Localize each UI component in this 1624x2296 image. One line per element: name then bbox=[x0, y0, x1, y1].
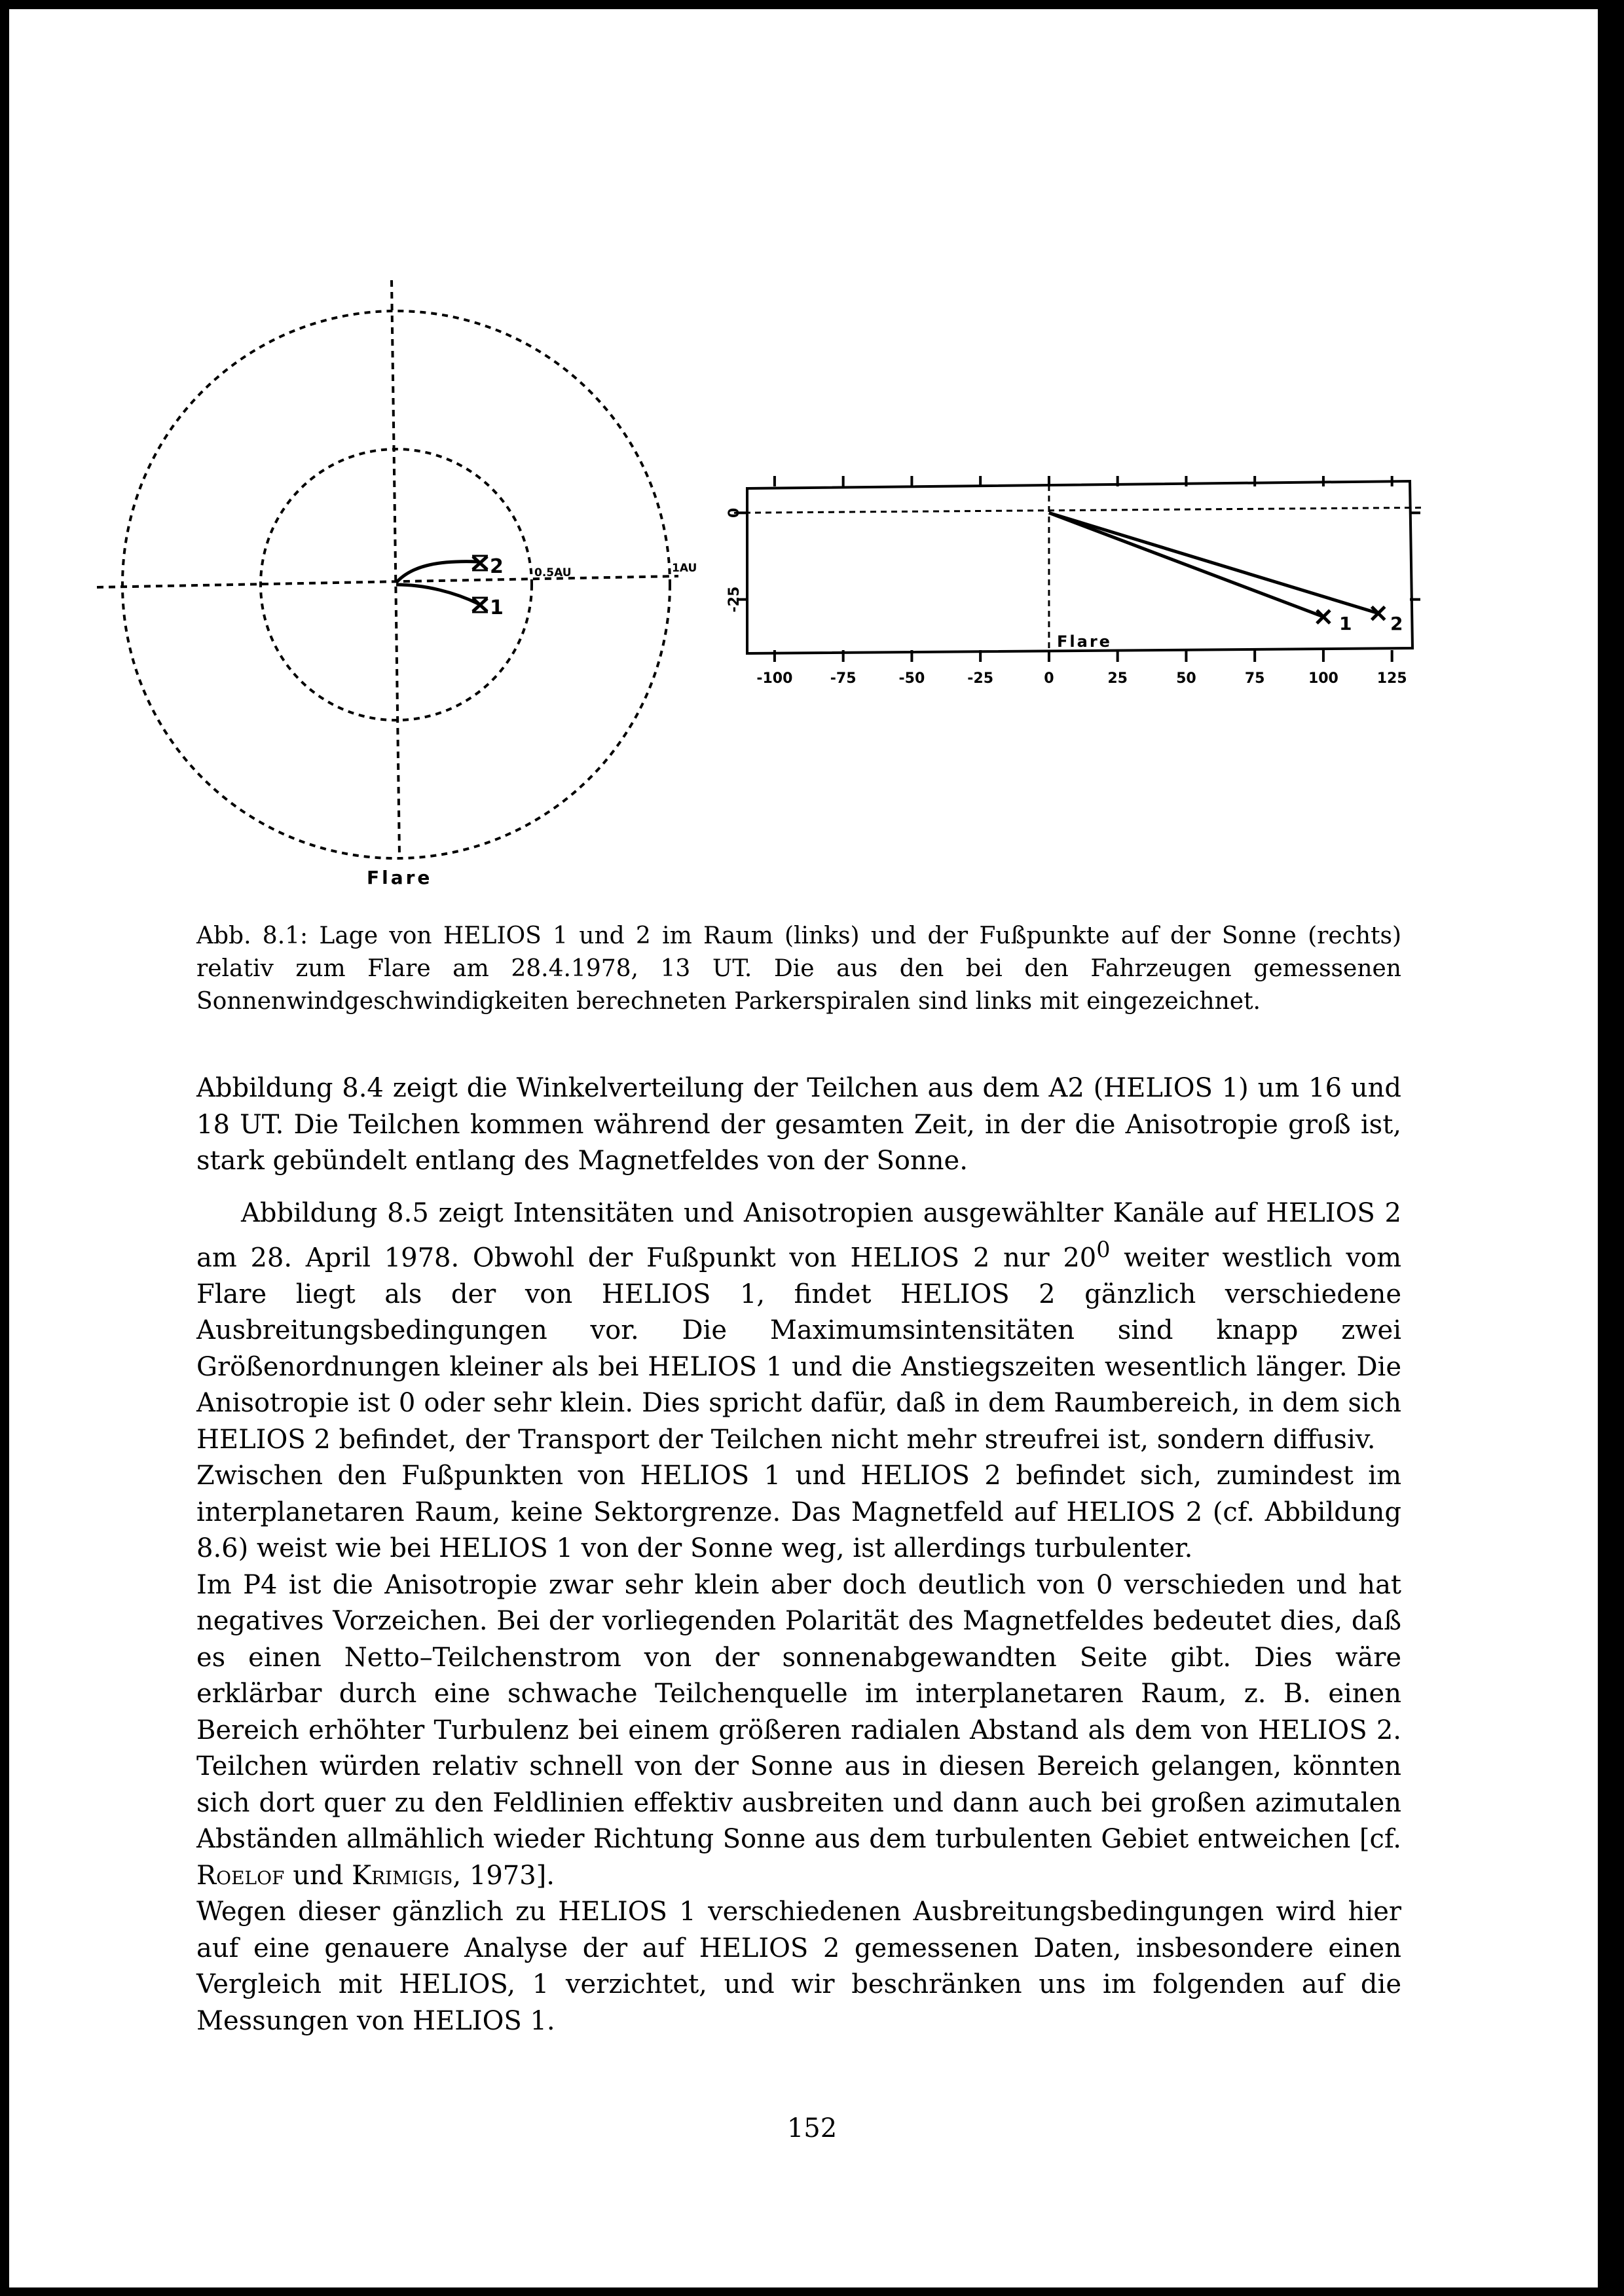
paragraph-4-end: , 1973]. bbox=[452, 1860, 555, 1891]
paragraph-4 bbox=[196, 1567, 1401, 1895]
y-tick-label: -25 bbox=[726, 586, 743, 613]
paragraph-4-und: und bbox=[284, 1860, 352, 1891]
body-text bbox=[196, 1070, 1401, 2039]
figure-8-1 bbox=[0, 0, 1624, 917]
paragraph-4-text: Im P4 ist die Anisotropie zwar sehr klein aber doch deutlich von 0 verschieden und hat negatives Vorzeichen. Bei der vorliegenden Polarität des Magnetfeldes bedeutet dies, daß es einen Netto–Teilchenstrom von der sonnenabgewandten Seite gibt. Dies wäre erklärbar durch eine schwache Teilchenquelle im interplanetaren Raum, z. B. einen Bereich erhöhter Turbulenz bei einem größeren radialen Abstand als dem von HELIOS 2. Teilchen würden relativ schnell von der Sonne aus in diesen Bereich gelangen, könnten sich dort quer zu den Feldlinien effektiv ausbreiten und dann auch bei großen azimutalen Abständen allmählich wieder Richtung Sonne aus dem turbulenten Gebiet entweichen [cf. bbox=[196, 1569, 1401, 1855]
figure-caption: Abb. 8.1: Lage von HELIOS 1 und 2 im Raum (links) und der Fußpunkte auf der Sonne (rechts) relativ zum Flare am 28.4.1978, 13 UT. Die aus den bei den Fahrzeugen gemessenen Sonnenwindgeschwindigkeiten berechneten Parkerspiralen sind links mit eingezeichnet. bbox=[196, 922, 1401, 1015]
x-tick-label: -100 bbox=[756, 670, 793, 687]
left-panel-orbits bbox=[97, 280, 697, 888]
paragraph-2 bbox=[196, 1195, 1401, 1459]
x-tick-label: 0 bbox=[1044, 670, 1054, 687]
page-number: 152 bbox=[786, 2113, 838, 2143]
paragraph-1: Abbildung 8.4 zeigt die Winkelverteilung der Teilchen aus dem A2 (HELIOS 1) um 16 und 18 UT. Die Teilchen kommen während der gesamten Zeit, in der die Anisotropie groß ist, stark gebündelt entlang des Magnetfeldes von der Sonne. bbox=[196, 1073, 1401, 1176]
x-tick-label: 25 bbox=[1107, 670, 1128, 687]
x-tick-label: -50 bbox=[898, 670, 925, 687]
helios2-marker-label: 2 bbox=[490, 555, 504, 578]
author-krimigis: Krimigis bbox=[352, 1860, 453, 1891]
horizontal-axis-line bbox=[97, 576, 678, 587]
zero-reference-line bbox=[734, 507, 1424, 513]
paragraph-2-part-b: weiter westlich vom Flare liegt als der von HELIOS 1, findet HELIOS 2 gänzlich verschiedene Ausbreitungsbedingungen vor. Die Maximumsintensitäten sind knapp zwei Größenordnungen kleiner als bei HELIOS 1 und die Anstiegszeiten wesentlich länger. Die Anisotropie ist 0 oder sehr klein. Dies spricht dafür, daß in dem Raumbereich, in dem sich HELIOS 2 befindet, der Transport der Teilchen nicht mehr streufrei ist, sondern diffusiv. bbox=[196, 1243, 1401, 1455]
footpoint-line-helios2 bbox=[1049, 513, 1378, 613]
flare-label-left: Flare bbox=[367, 867, 433, 888]
y-tick-label: 0 bbox=[726, 507, 743, 518]
footpoint-line-helios1 bbox=[1049, 513, 1323, 617]
paragraph-3: Zwischen den Fußpunkten von HELIOS 1 und HELIOS 2 befindet sich, zumindest im interplanetaren Raum, keine Sektorgrenze. Das Magnetfeld auf HELIOS 2 (cf. Abbildung 8.6) weist wie bei HELIOS 1 von der Sonne weg, ist allerdings turbulenter. bbox=[196, 1461, 1401, 1564]
x-tick-label: 100 bbox=[1308, 670, 1338, 687]
vertical-axis-line bbox=[392, 280, 399, 856]
helios2-footpoint-label: 2 bbox=[1390, 613, 1403, 634]
degree-superscript: 0 bbox=[1096, 1237, 1111, 1262]
x-tick-label: 50 bbox=[1176, 670, 1196, 687]
flare-label-right: Flare bbox=[1057, 632, 1112, 651]
helios1-marker-label: 1 bbox=[490, 596, 504, 619]
outer-circle-label: 1AU bbox=[672, 562, 697, 575]
plot-frame bbox=[747, 481, 1412, 653]
x-tick-label: 75 bbox=[1244, 670, 1265, 687]
paragraph-5: Wegen dieser gänzlich zu HELIOS 1 verschiedenen Ausbreitungsbedingungen wird hier auf eine genauere Analyse der auf HELIOS 2 gemessenen Daten, insbesondere einen Vergleich mit HELIOS, 1 verzichtet, und wir beschränken uns im folgenden auf die Messungen von HELIOS 1. bbox=[196, 1897, 1401, 2036]
helios1-footpoint-label: 1 bbox=[1339, 613, 1352, 634]
x-tick-label: -25 bbox=[967, 670, 994, 687]
x-tick-label: 125 bbox=[1376, 670, 1407, 687]
author-roelof: Roelof bbox=[196, 1860, 285, 1891]
inner-circle-label: 0.5AU bbox=[534, 566, 572, 579]
helios1-marker-icon bbox=[472, 598, 488, 612]
footpoint-chart bbox=[726, 476, 1424, 687]
paragraph-2-part-a: Abbildung 8.5 zeigt Intensitäten und Anisotropien ausgewählter Kanäle auf HELIOS 2 am 28. April 1978. Obwohl der Fußpunkt von HELIOS 2 nur 20 bbox=[196, 1197, 1401, 1273]
parker-spiral-helios1 bbox=[396, 585, 478, 604]
x-tick-label: -75 bbox=[830, 670, 857, 687]
